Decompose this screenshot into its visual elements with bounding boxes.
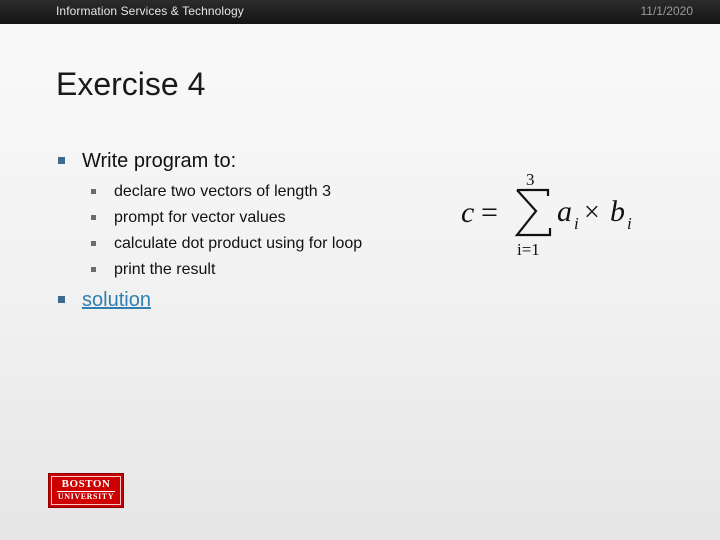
sub-bullet-square-icon xyxy=(91,241,96,246)
org-name: Information Services & Technology xyxy=(56,4,244,18)
header-bar xyxy=(0,0,720,24)
sum-upper-limit: 3 xyxy=(526,170,535,189)
term-b: b xyxy=(610,195,625,228)
dot-product-formula xyxy=(455,165,655,265)
sum-lower-limit: i=1 xyxy=(517,240,540,259)
summation-sigma-icon xyxy=(517,190,550,235)
bullet-square-icon xyxy=(58,157,65,164)
formula-equals: = xyxy=(481,196,498,229)
boston-university-logo xyxy=(48,473,124,508)
term-a: a xyxy=(557,195,572,228)
slide: Information Services & Technology 11/1/2020 Exercise 4 Write program to: declare two vectors of length 3 prompt for vector values calculate dot product using for loop print the result solution c = 3 i=1 a i × b i BOSTON UNIVERSITY xyxy=(0,0,720,540)
logo-line-2: UNIVERSITY xyxy=(57,492,115,501)
slide-date: 11/1/2020 xyxy=(640,4,693,18)
sub-bullet-square-icon xyxy=(91,215,96,220)
term-a-subscript: i xyxy=(574,214,579,233)
formula-lhs: c xyxy=(461,196,475,229)
sub-bullet-square-icon xyxy=(91,267,96,272)
solution-link[interactable]: solution xyxy=(82,289,151,311)
logo-line-1: BOSTON xyxy=(61,478,111,490)
times-sign: × xyxy=(584,197,600,228)
sub-bullet-square-icon xyxy=(91,189,96,194)
term-b-subscript: i xyxy=(627,214,632,233)
slide-title: Exercise 4 xyxy=(56,66,206,102)
bullet-square-icon xyxy=(58,296,65,303)
